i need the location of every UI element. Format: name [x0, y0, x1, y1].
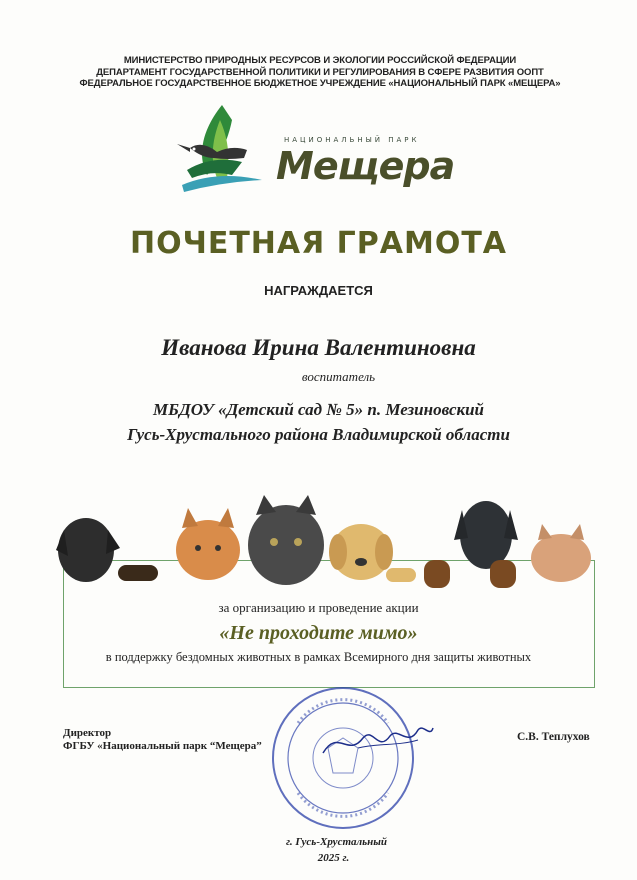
- puppy-icon: [329, 524, 416, 582]
- logo-title: Мещера: [276, 144, 455, 188]
- signature-icon: [318, 718, 438, 768]
- cat-icon: [531, 524, 591, 582]
- certificate-title: ПОЧЕТНАЯ ГРАМОТА: [129, 226, 508, 261]
- recipient-position: воспитатель: [301, 369, 376, 384]
- organization: [0, 397, 637, 447]
- organization-line1: МБДОУ «Детский сад № 5» п. Мезиновский: [152, 400, 485, 419]
- signer-name: С.В. Теплухов: [517, 731, 590, 743]
- header-line-institution: ФЕДЕРАЛЬНОЕ ГОСУДАРСТВЕННОЕ БЮДЖЕТНОЕ УЧРЕЖДЕНИЕ «НАЦИОНАЛЬНЫЙ ПАРК «МЕЩЕРА»: [79, 78, 561, 89]
- recipient-name: Иванова Ирина Валентиновна: [161, 335, 476, 360]
- footer-city: г. Гусь-Хрустальный: [285, 836, 388, 848]
- director-organization: ФГБУ «Национальный парк “Мещера”: [63, 740, 262, 752]
- logo-subtitle: НАЦИОНАЛЬНЫЙ ПАРК: [284, 136, 420, 144]
- action-purpose: в поддержку бездомных животных в рамках Всемирного дня защиты животных: [105, 650, 532, 664]
- header-line-department: ДЕПАРТАМЕНТ ГОСУДАРСТВЕННОЙ ПОЛИТИКИ И РЕГУЛИРОВАНИЯ В СФЕРЕ РАЗВИТИЯ ООПТ: [96, 66, 544, 78]
- director-title: Директор: [63, 727, 112, 739]
- organization-line2: Гусь-Хрустального района Владимирской области: [127, 425, 510, 444]
- footer-year: 2025 г.: [317, 852, 350, 864]
- animals-illustration: [56, 490, 596, 600]
- header-line-ministry: МИНИСТЕРСТВО ПРИРОДНЫХ РЕСУРСОВ И ЭКОЛОГИИ РОССИЙСКОЙ ФЕДЕРАЦИИ: [123, 55, 517, 66]
- action-name: «Не проходите мимо»: [219, 622, 418, 644]
- dog-icon: [424, 501, 518, 588]
- cat-icon: [176, 508, 240, 580]
- header: [40, 55, 600, 90]
- park-logo: [172, 100, 462, 200]
- dog-icon: [56, 518, 158, 582]
- action-intro: за организацию и проведение акции: [218, 600, 419, 615]
- heron-logo-icon: [172, 100, 272, 200]
- kitten-icon: [248, 495, 324, 585]
- awarded-label: НАГРАЖДАЕТСЯ: [264, 283, 373, 298]
